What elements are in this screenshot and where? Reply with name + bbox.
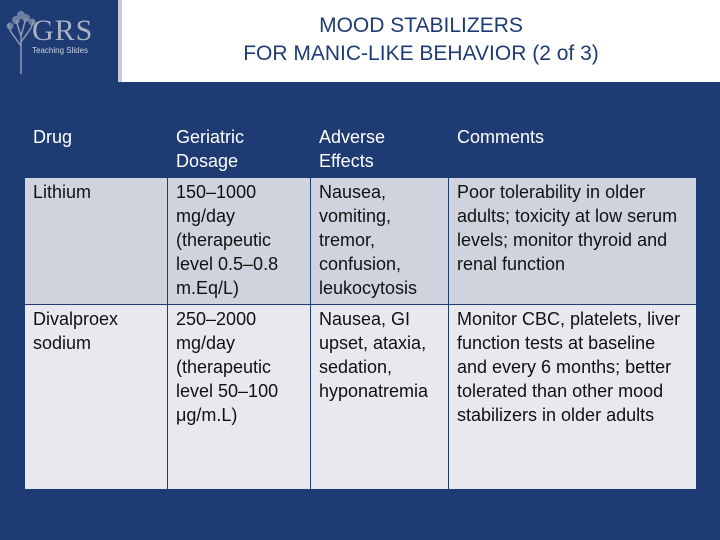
drug-table [24,120,697,490]
cell-drug: Lithium [25,178,168,305]
header-drug: Drug [25,121,168,178]
header-comments: Comments [449,121,697,178]
cell-effects: Nausea, vomiting, tremor, confusion, leukocytosis [311,178,449,305]
cell-drug: Divalproex sodium [25,305,168,490]
cell-effects: Nausea, GI upset, ataxia, sedation, hyponatremia [311,305,449,490]
header-adverse-effects: Adverse Effects [311,121,449,178]
logo-subtitle: Teaching Slides [32,46,89,55]
table-row [25,178,697,305]
table-header-row [25,121,697,178]
table-row [25,305,697,490]
slide-header [0,0,720,82]
cell-dosage: 250–2000 mg/day (therapeutic level 50–100 μg/m.L) [168,305,311,490]
cell-comments: Poor tolerability in older adults; toxicity at low serum levels; monitor thyroid and renal function [449,178,697,305]
cell-comments: Monitor CBC, platelets, liver function tests at baseline and every 6 months; better tolerated than other mood stabilizers in older adults [449,305,697,490]
title-line-1: MOOD STABILIZERS [319,14,523,37]
header-geriatric-dosage: Geriatric Dosage [168,121,311,178]
slide-title [122,12,720,68]
cell-dosage: 150–1000 mg/day (therapeutic level 0.5–0.8 m.Eq/L) [168,178,311,305]
logo [0,0,118,82]
logo-text: GRS [32,14,94,47]
title-line-2: FOR MANIC-LIKE BEHAVIOR (2 of 3) [243,42,599,65]
